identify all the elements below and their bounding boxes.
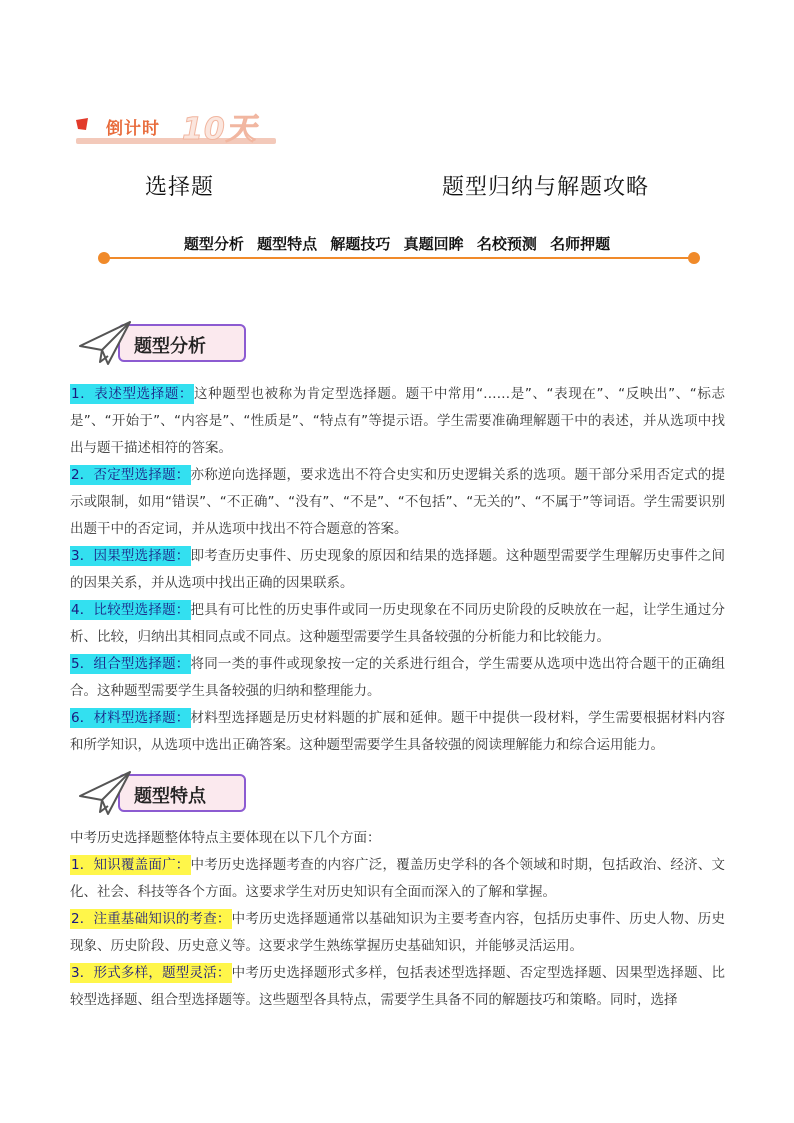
subnav-item-analysis: 题型分析: [183, 235, 244, 253]
countdown-banner: [76, 104, 286, 147]
list-item: [70, 852, 725, 906]
features-body: [70, 825, 725, 1014]
item-lead: 1．表述型选择题：: [71, 386, 194, 402]
countdown-days: 10天: [182, 112, 257, 147]
item-text: 中考历史选择题考查的内容广泛，覆盖历史学科的各个领域和时期，包括政治、经济、文化、社会、科技等各个方面。这要求学生对历史知识有全面而深入的了解和掌握。: [70, 857, 726, 900]
list-item: [70, 543, 725, 597]
subnav-item-past-papers: 真题回眸: [403, 235, 464, 253]
analysis-body: [70, 381, 725, 759]
list-item: [70, 906, 725, 960]
item-lead: 2．注重基础知识的考查：: [71, 911, 231, 927]
subnav-item-teacher-picks: 名师押题: [550, 235, 611, 253]
list-item: [70, 960, 725, 1014]
page-title: 选择题 题型归纳与解题攻略: [145, 175, 649, 200]
item-lead: 1．知识覆盖面广：: [71, 857, 190, 873]
item-text: 即考查历史事件、历史现象的原因和结果的选择题。这种题型需要学生理解历史事件之间的因果关系，并从选项中找出正确的因果联系。: [70, 548, 726, 591]
features-intro: 中考历史选择题整体特点主要体现在以下几个方面：: [70, 830, 381, 846]
divider-dot-left: [98, 252, 110, 264]
item-lead: 3．因果型选择题：: [71, 548, 190, 564]
flag-icon: [76, 118, 88, 130]
subnav-item-school-predictions: 名校预测: [476, 235, 537, 253]
list-item: [70, 597, 725, 651]
item-text: 这种题型也被称为肯定型选择题。题干中常用“……是”、“表现在”、“反映出”、“标志是”、“开始于”、“内容是”、“性质是”、“特点有”等提示语。学生需要准确理解题干中的表述，并从选项中找出与题干描述相符的答案。: [70, 386, 725, 456]
item-lead: 6．材料型选择题：: [71, 710, 190, 726]
list-item: [70, 651, 725, 705]
item-lead: 2．否定型选择题：: [71, 467, 190, 483]
section-header-analysis: [78, 320, 248, 368]
subnav-item-techniques: 解题技巧: [330, 235, 391, 253]
item-text: 把具有可比性的历史事件或同一历史现象在不同历史阶段的反映放在一起，让学生通过分析、比较，归纳出其相同点或不同点。这种题型需要学生具备较强的分析能力和比较能力。: [70, 602, 726, 645]
divider-rule: [103, 257, 693, 259]
list-item: [70, 381, 725, 462]
section-title: 题型特点: [134, 786, 206, 807]
list-item: [70, 705, 725, 759]
item-lead: 3．形式多样，题型灵活：: [71, 965, 231, 981]
item-text: 中考历史选择题形式多样，包括表述型选择题、否定型选择题、因果型选择题、比较型选择题、组合型选择题等。这些题型各具特点，需要学生具备不同的解题技巧和策略。同时，选择: [70, 965, 726, 1008]
paper-plane-icon: [78, 770, 134, 818]
section-title: 题型分析: [134, 336, 206, 357]
subnav-item-features: 题型特点: [257, 235, 318, 253]
item-text: 将同一类的事件或现象按一定的关系进行组合，学生需要从选项中选出符合题干的正确组合。这种题型需要学生具备较强的归纳和整理能力。: [70, 656, 726, 699]
paper-plane-icon: [78, 320, 134, 368]
list-item: [70, 462, 725, 543]
item-lead: 5．组合型选择题：: [71, 656, 190, 672]
divider-dot-right: [688, 252, 700, 264]
item-lead: 4．比较型选择题：: [71, 602, 190, 618]
item-text: 亦称逆向选择题，要求选出不符合史实和历史逻辑关系的选项。题干部分采用否定式的提示或限制，如用“错误”、“不正确”、“没有”、“不是”、“不包括”、“无关的”、“不属于”等词语。学生需要识别出题干中的否定词，并从选项中找出不符合题意的答案。: [70, 467, 726, 537]
section-header-features: [78, 770, 248, 818]
item-text: 中考历史选择题通常以基础知识为主要考查内容，包括历史事件、历史人物、历史现象、历史阶段、历史意义等。这要求学生熟练掌握历史基础知识，并能够灵活运用。: [70, 911, 726, 954]
countdown-label: 倒计时: [106, 119, 160, 139]
subnav: [0, 233, 794, 254]
item-text: 材料型选择题是历史材料题的扩展和延伸。题干中提供一段材料，学生需要根据材料内容和所学知识，从选项中选出正确答案。这种题型需要学生具备较强的阅读理解能力和综合运用能力。: [70, 710, 726, 753]
